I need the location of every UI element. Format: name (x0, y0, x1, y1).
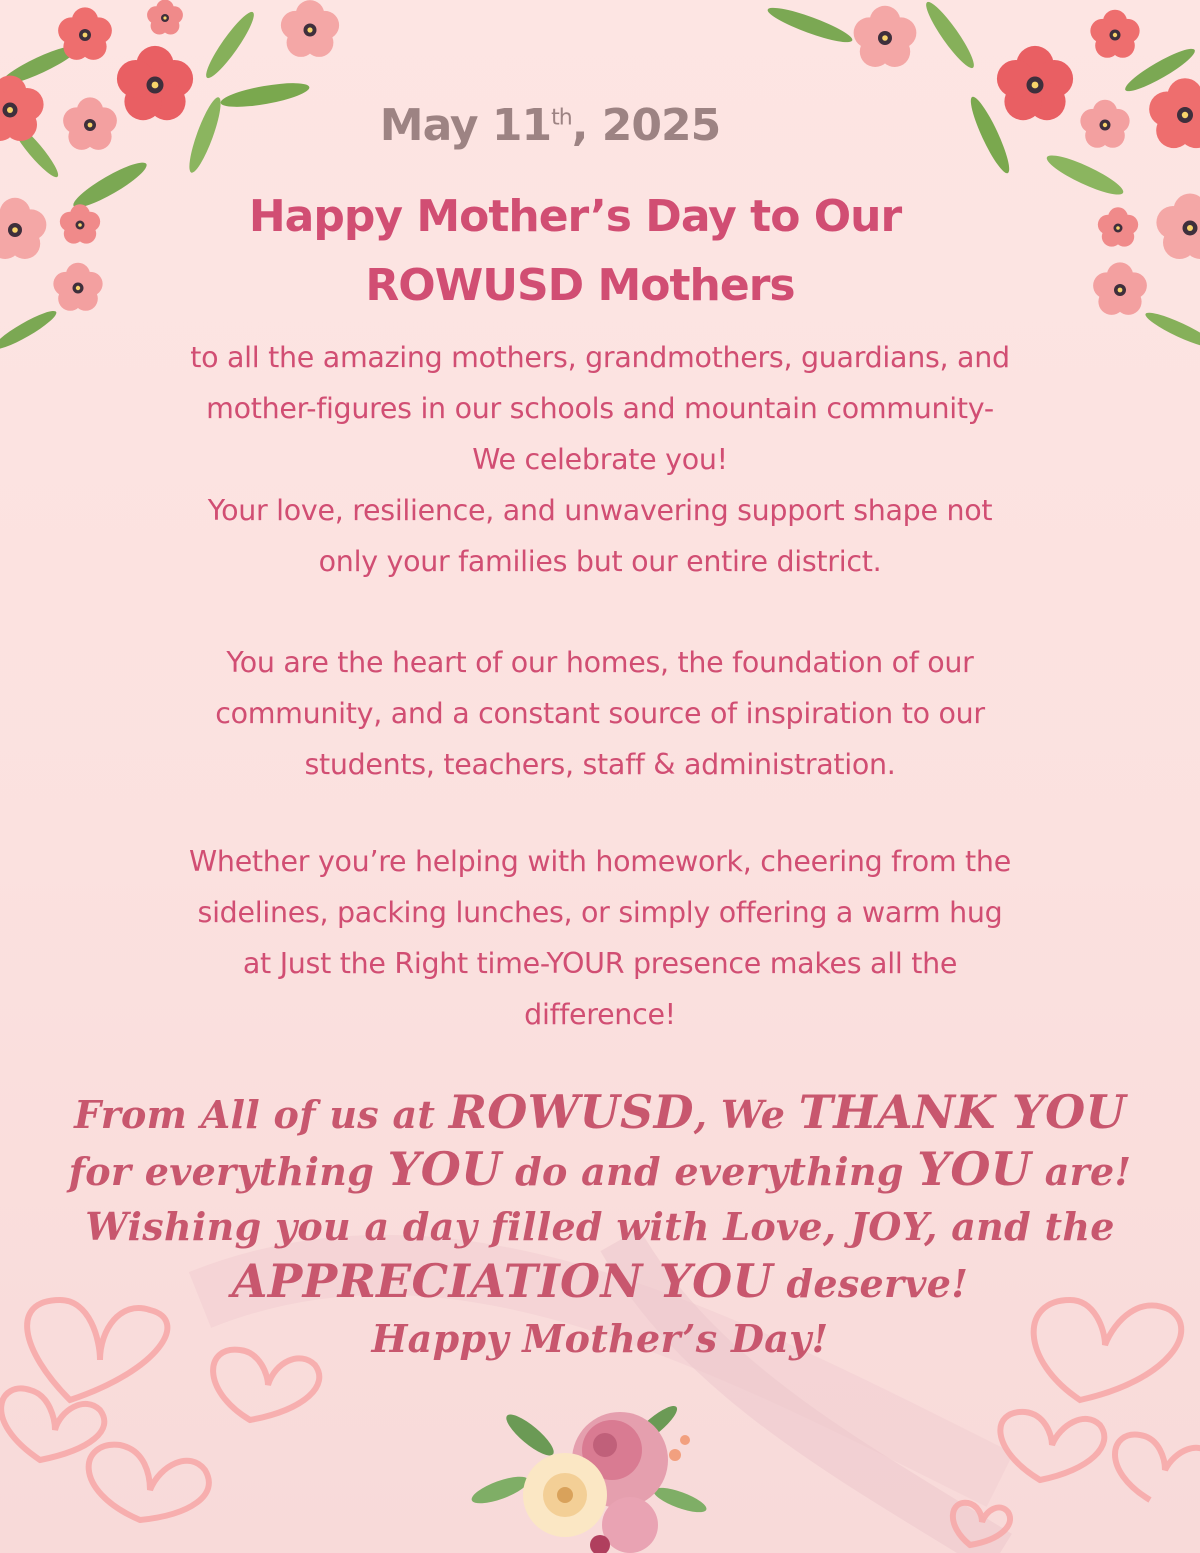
paragraph-heart-of-homes (0, 637, 1200, 790)
closing-line-3: Wishing you a day filled with Love, JOY, and the (85, 1204, 1115, 1249)
headline-line-1: Happy Mother’s Day to Our (248, 191, 902, 242)
closing-line-2: for everything YOU do and everything YOU are! (68, 1142, 1132, 1196)
headline-line-2: ROWUSD Mothers (365, 260, 795, 311)
closing-line-5: Happy Mother’s Day! (371, 1316, 829, 1361)
paragraph-celebration (0, 332, 1200, 587)
paragraph-line: mother-figures in our schools and mountain community- (206, 392, 994, 425)
paragraph-presence (0, 836, 1200, 1040)
paragraph-line: community, and a constant source of inspiration to our (215, 697, 985, 730)
closing-message (0, 1085, 1200, 1366)
paragraph-line: only your families but our entire district. (318, 545, 882, 578)
paragraph-line: sidelines, packing lunches, or simply offering a warm hug (197, 896, 1003, 929)
event-date: May 11th, 2025 (379, 100, 721, 151)
paragraph-line: difference! (524, 998, 676, 1031)
paragraph-line: You are the heart of our homes, the foundation of our (226, 646, 974, 679)
paragraph-line: students, teachers, staff & administration. (304, 748, 896, 781)
paragraph-line: Your love, resilience, and unwavering support shape not (207, 494, 993, 527)
closing-line-1: From All of us at ROWUSD, We THANK YOU (74, 1085, 1126, 1139)
closing-line-4: APPRECIATION YOU deserve! (231, 1254, 969, 1308)
paragraph-line: Whether you’re helping with homework, cheering from the (189, 845, 1011, 878)
paragraph-line: We celebrate you! (472, 443, 728, 476)
paragraph-line: at Just the Right time-YOUR presence makes all the (242, 947, 958, 980)
paragraph-line: to all the amazing mothers, grandmothers, guardians, and (190, 341, 1010, 374)
bottom-bouquet-icon (469, 1401, 709, 1553)
